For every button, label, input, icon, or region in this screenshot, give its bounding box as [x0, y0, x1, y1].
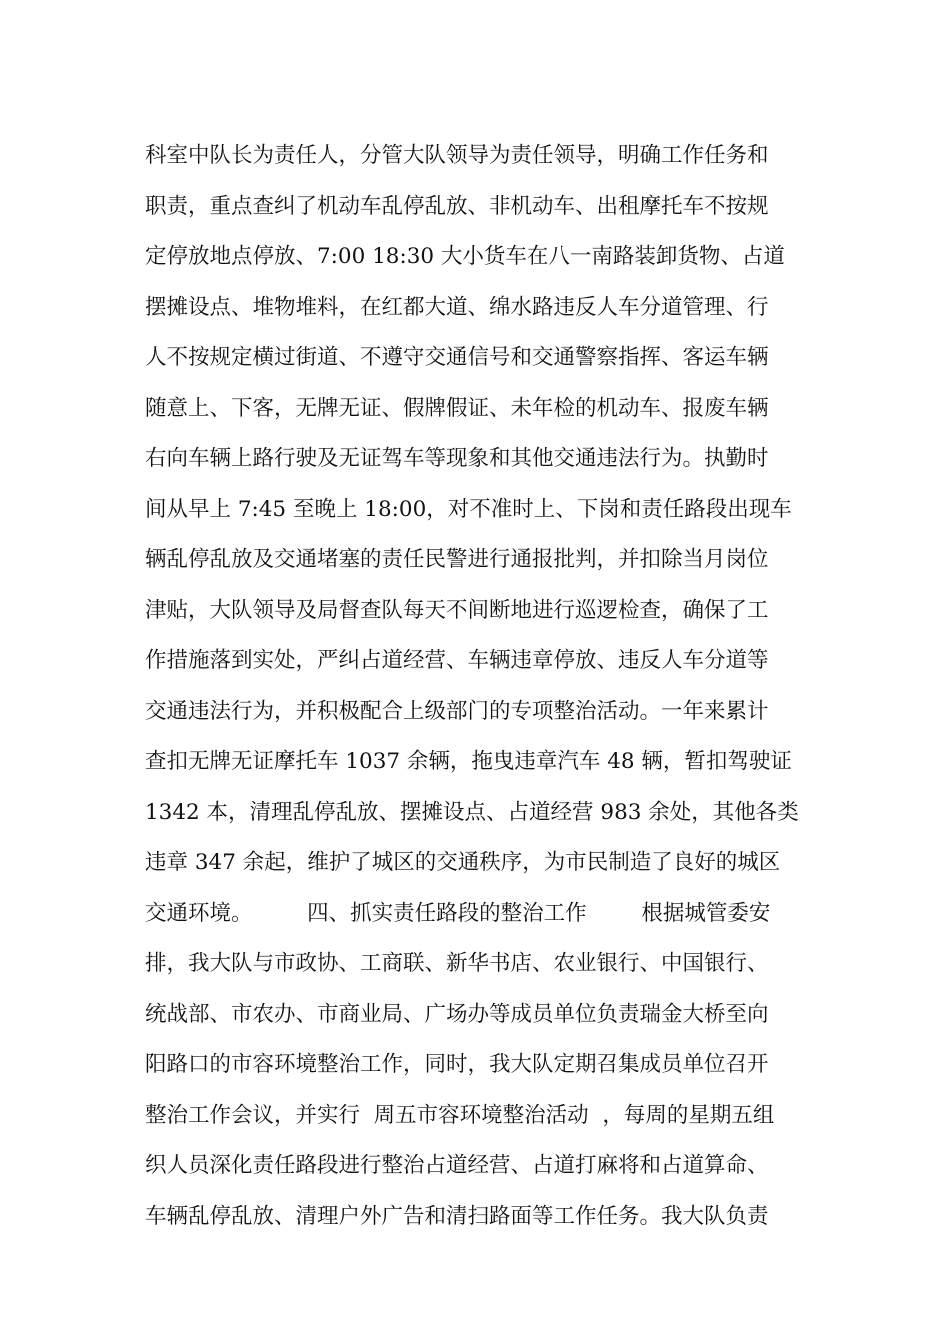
- text-line: 作措施落到实处，严纠占道经营、车辆违章停放、违反人车分道等: [145, 648, 769, 673]
- text-line: 津贴，大队领导及局督查队每天不间断地进行巡逻检查，确保了工: [145, 597, 769, 623]
- text-line: 辆乱停乱放及交通堵塞的责任民警进行通报批判，并扣除当月岗位: [145, 547, 769, 572]
- text-line: 查扣无牌无证摩托车 1037 余辆，拖曳违章汽车 48 辆，暂扣驾驶证: [145, 749, 792, 774]
- text-line: 违章 347 余起，维护了城区的交通秩序，为市民制造了良好的城区: [145, 850, 781, 875]
- text-line: 职责，重点查纠了机动车乱停乱放、非机动车、出租摩托车不按规: [145, 193, 769, 219]
- text-line: 定停放地点停放、7:00 18:30 大小货车在八一南路装卸货物、占道: [145, 244, 785, 269]
- text-line: 统战部、市农办、市商业局、广场办等成员单位负责瑞金大桥至向: [145, 1001, 769, 1027]
- text-line: 交通违法行为，并积极配合上级部门的专项整治活动。一年来累计: [145, 698, 769, 724]
- text-line: 阳路口的市容环境整治工作，同时，我大队定期召集成员单位召开: [145, 1052, 769, 1077]
- text-line: 间从早上 7:45 至晚上 18:00，对不准时上、下岗和责任路段出现车: [145, 496, 792, 522]
- text-line: 科室中队长为责任人，分管大队领导为责任领导，明确工作任务和: [145, 143, 769, 168]
- text-line: 交通环境。 四、抓实责任路段的整治工作 根据城管委安: [145, 900, 771, 926]
- text-line: 随意上、下客，无牌无证、假牌假证、未年检的机动车、报废车辆: [145, 395, 769, 421]
- text-line: 车辆乱停乱放、清理户外广告和清扫路面等工作任务。我大队负责: [145, 1203, 769, 1229]
- text-line: 摆摊设点、堆物堆料，在红都大道、绵水路违反人车分道管理、行: [145, 294, 769, 320]
- text-line: 人不按规定横过街道、不遵守交通信号和交通警察指挥、客运车辆: [145, 345, 769, 370]
- text-line: 织人员深化责任路段进行整治占道经营、占道打麻将和占道算命、: [145, 1153, 769, 1178]
- body-text: [145, 131, 810, 1242]
- text-line: 右向车辆上路行驶及无证驾车等现象和其他交通违法行为。执勤时: [145, 446, 769, 471]
- text-line: 1342 本，清理乱停乱放、摆摊设点、占道经营 983 余处，其他各类: [145, 799, 799, 825]
- text-line: 整治工作会议，并实行 周五市容环境整治活动 ，每周的星期五组: [145, 1102, 775, 1128]
- text-line: 排，我大队与市政协、工商联、新华书店、农业银行、中国银行、: [145, 951, 769, 976]
